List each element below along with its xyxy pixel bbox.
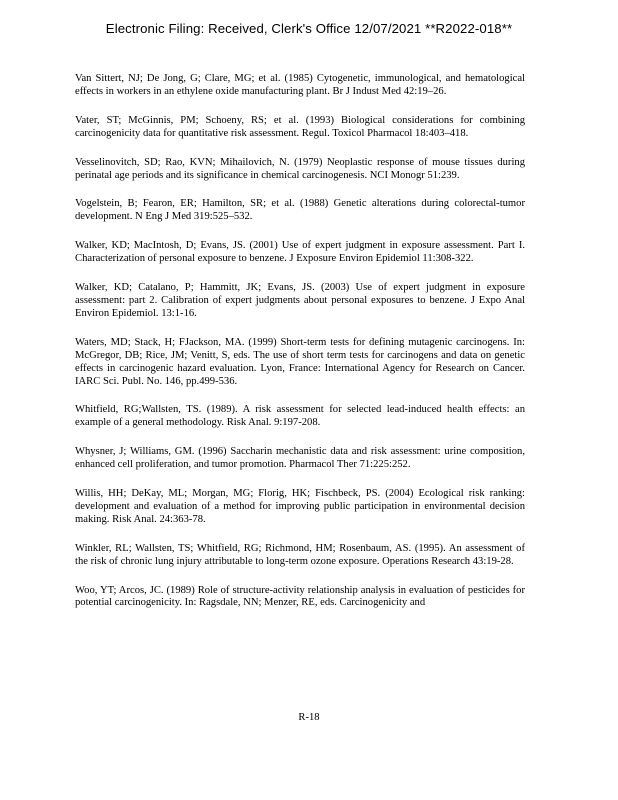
reference-entry: Vogelstein, B; Fearon, ER; Hamilton, SR; et al. (1988) Genetic alterations during colorectal-tumor development. N Eng J Med 319:525–532.	[75, 198, 525, 223]
reference-entry: Whysner, J; Williams, GM. (1996) Saccharin mechanistic data and risk assessment: urine composition, enhanced cell proliferation, and tumor promotion. Pharmacol Ther 71:225:252.	[75, 446, 525, 471]
reference-list	[75, 73, 525, 626]
reference-entry: Willis, HH; DeKay, ML; Morgan, MG; Florig, HK; Fischbeck, PS. (2004) Ecological risk ranking: development and evaluation of a method for improving public participation in environmental decision making. Risk Anal. 24:363-78.	[75, 488, 525, 525]
reference-entry: Walker, KD; MacIntosh, D; Evans, JS. (2001) Use of expert judgment in exposure assessment. Part I. Characterization of personal exposure to benzene. J Exposure Environ Epidemiol 11:308-322.	[75, 240, 525, 265]
reference-entry: Woo, YT; Arcos, JC. (1989) Role of structure-activity relationship analysis in evaluation of pesticides for potential carcinogenicity. In: Ragsdale, NN; Menzer, RE, eds. Carcinogenicity and	[75, 584, 525, 609]
reference-entry: Vesselinovitch, SD; Rao, KVN; Mihailovich, N. (1979) Neoplastic response of mouse tissues during perinatal age periods and its significance in chemical carcinogenesis. NCI Monogr 51:239.	[75, 156, 525, 181]
reference-entry: Winkler, RL; Wallsten, TS; Whitfield, RG; Richmond, HM; Rosenbaum, AS. (1995). An assessment of the risk of chronic lung injury attributable to long-term ozone exposure. Operations Research 43:19-28.	[75, 542, 525, 567]
filing-stamp-header: Electronic Filing: Received, Clerk's Office 12/07/2021 **R2022-018**	[105, 21, 513, 36]
reference-entry: Van Sittert, NJ; De Jong, G; Clare, MG; et al. (1985) Cytogenetic, immunological, and hematological effects in workers in an ethylene oxide manufacturing plant. Br J Indust Med 42:19–26.	[75, 73, 525, 97]
reference-entry: Waters, MD; Stack, H; FJackson, MA. (1999) Short-term tests for defining mutagenic carcinogens. In: McGregor, DB; Rice, JM; Venitt, S, eds. The use of short term tests for carcinogens and data on genetic effects in carcinogenic hazard evaluation. Lyon, France: International Agency for Research on Cancer. IARC Sci. Publ. No. 146, pp.499-536.	[75, 336, 525, 387]
page-number: R-18	[298, 712, 320, 723]
reference-entry: Vater, ST; McGinnis, PM; Schoeny, RS; et al. (1993) Biological considerations for combining carcinogenicity data for quantitative risk assessment. Regul. Toxicol Pharmacol 18:403–418.	[75, 114, 525, 139]
reference-entry: Whitfield, RG;Wallsten, TS. (1989). A risk assessment for selected lead-induced health effects: an example of a general methodology. Risk Anal. 9:197-208.	[75, 404, 525, 429]
reference-entry: Walker, KD; Catalano, P; Hammitt, JK; Evans, JS. (2003) Use of expert judgment in exposure assessment: part 2. Calibration of expert judgments about personal exposures to benzene. J Expo Anal Environ Epidemiol. 13:1-16.	[75, 282, 525, 319]
